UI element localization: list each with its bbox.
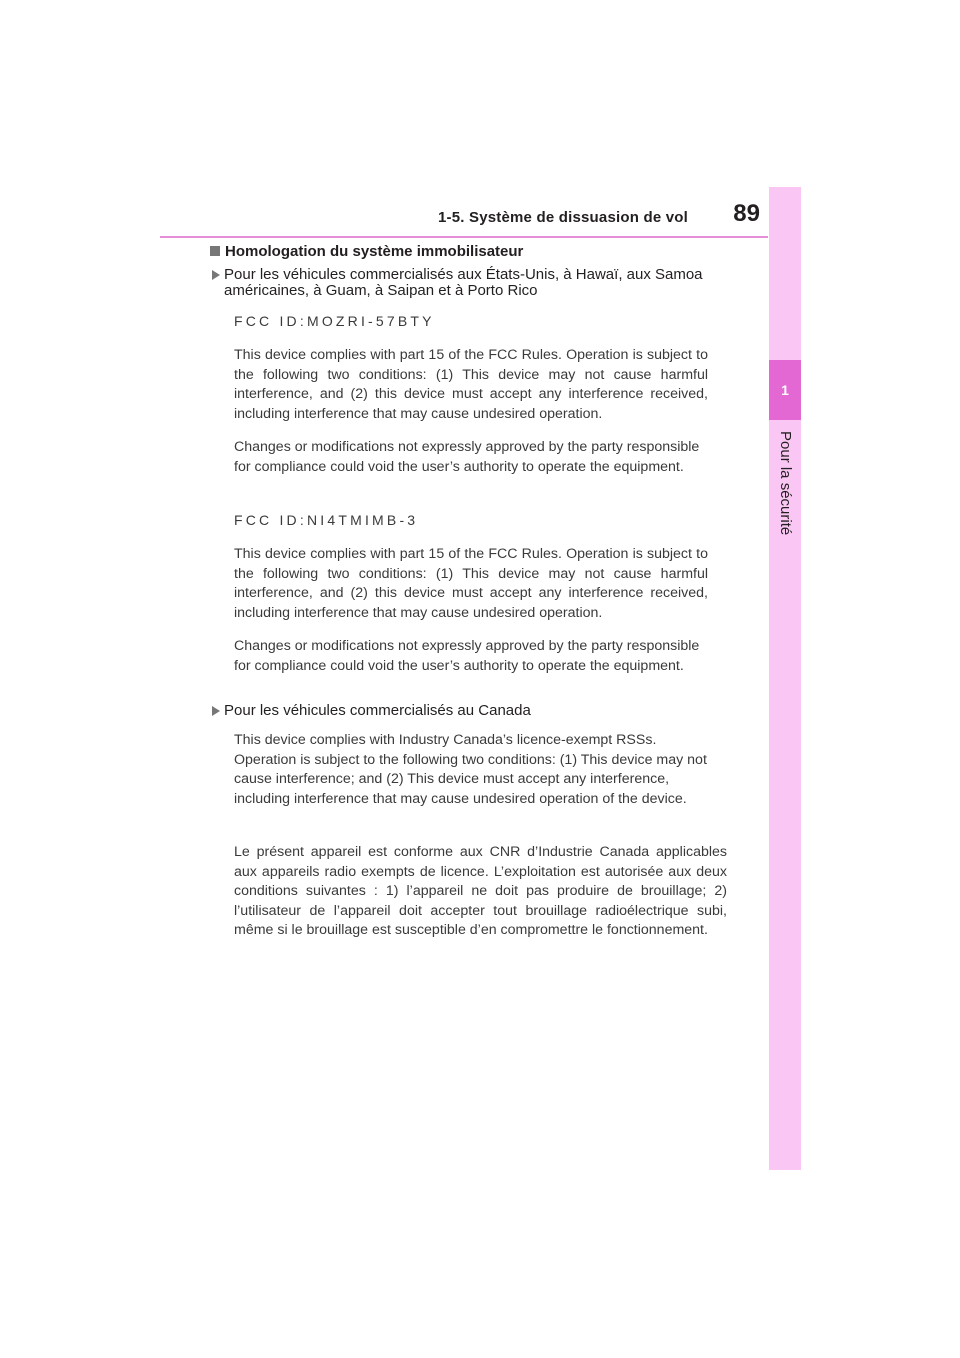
triangle-bullet-icon	[212, 270, 220, 280]
chapter-number: 1	[769, 360, 801, 420]
bullet-us-vehicles	[212, 267, 742, 299]
compliance-paragraph-2: This device complies with part 15 of the FCC Rules. Operation is subject to the following two conditions: (1) This device may not cause harmful interference, and (2) this device must accept any interference received, including interference that may cause undesired operation.	[234, 546, 708, 621]
fcc-id-1: FCC ID:MOZRI-57BTY	[234, 313, 435, 329]
triangle-bullet-icon	[212, 706, 220, 716]
compliance-paragraph-1: This device complies with part 15 of the FCC Rules. Operation is subject to the following two conditions: (1) This device may not cause harmful interference, and (2) this device must accept any interference received, including interference that may cause undesired operation.	[234, 347, 708, 422]
bullet-canada-text: Pour les véhicules commercialisés au Canada	[224, 702, 531, 719]
square-bullet-icon	[210, 246, 220, 256]
section-title: 1-5. Système de dissuasion de vol	[437, 209, 688, 226]
chapter-label: Pour la sécurité	[777, 431, 794, 536]
section-heading-text: Homologation du système immobilisateur	[225, 243, 524, 260]
page-number: 89	[733, 200, 760, 227]
bullet-us-text: Pour les véhicules commercialisés aux États-Unis, à Hawaï, aux Samoa américaines, à Guam, à Saipan et à Porto Rico	[224, 266, 703, 299]
changes-paragraph-1: Changes or modifications not expressly approved by the party responsible for compliance could void the user’s authority to operate the equipment.	[234, 439, 700, 475]
canada-french-paragraph: Le présent appareil est conforme aux CNR d’Industrie Canada applicables aux appareils radio exempts de licence. L’exploitation est autorisée aux deux conditions suivantes : 1) l’appareil ne doit pas produire de brouillage; 2) l’utilisateur de l’appareil doit accepter tout brouillage radioélectrique subi, même si le brouillage est susceptible d’en compromettre le fonctionnement.	[234, 844, 727, 938]
changes-paragraph-2: Changes or modifications not expressly approved by the party responsible for compliance could void the user’s authority to operate the equipment.	[234, 638, 700, 674]
bullet-canada-vehicles	[212, 703, 742, 719]
canada-english-paragraph: This device complies with Industry Canada’s licence-exempt RSSs. Operation is subject to the following two conditions: (1) This device may not cause interference; and (2) This device must accept any interference, including interference that may cause undesired operation of the device.	[234, 732, 707, 807]
section-heading	[210, 243, 523, 260]
fcc-id-2: FCC ID:NI4TMIMB-3	[234, 512, 419, 528]
chapter-side-tab	[769, 187, 801, 1170]
page-header	[160, 200, 768, 238]
